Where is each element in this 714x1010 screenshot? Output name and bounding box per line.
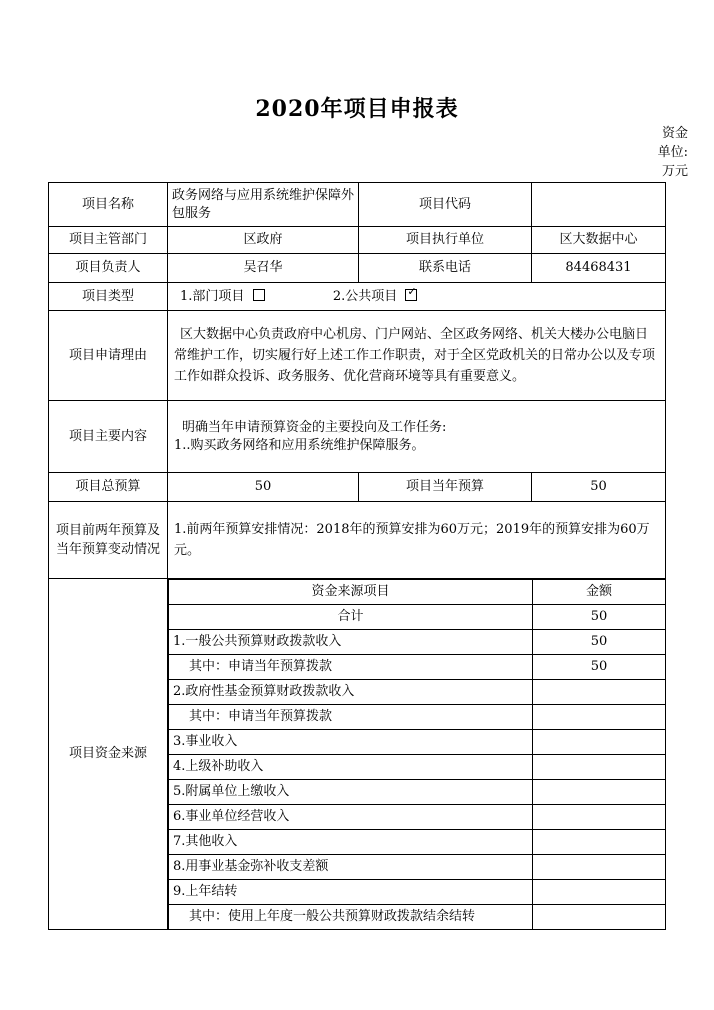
phone-value: 84468431	[532, 254, 666, 283]
page-title: 2020年项目申报表	[255, 96, 459, 122]
project-code-label: 项目代码	[359, 183, 532, 227]
fund-source-label: 7.其他收入	[169, 830, 533, 855]
project-name-label: 项目名称	[49, 183, 168, 227]
funds-header-amount: 金额	[533, 580, 666, 605]
project-name-value: 政务网络与应用系统维护保障外包服务	[168, 183, 359, 227]
row-owner	[49, 254, 666, 283]
exec-unit-label: 项目执行单位	[359, 227, 532, 254]
reason-label: 项目申请理由	[49, 311, 168, 401]
total-budget-label: 项目总预算	[49, 473, 168, 502]
fund-source-label: 5.附属单位上缴收入	[169, 780, 533, 805]
funds-label: 项目资金来源	[49, 579, 168, 930]
unit-line-3: 万元	[661, 164, 688, 179]
row-reason	[49, 311, 666, 401]
content-line-2: 1..购买政务网络和应用系统维护保障服务。	[174, 437, 425, 453]
fund-source-label: 其中：申请当年预算拨款	[169, 705, 533, 730]
fund-source-label: 8.用事业基金弥补收支差额	[169, 855, 533, 880]
fund-amount: 50	[533, 655, 666, 680]
fund-amount	[533, 855, 666, 880]
fund-amount	[533, 730, 666, 755]
row-project-name	[49, 183, 666, 227]
checkbox-empty-icon[interactable]	[253, 289, 265, 301]
row-department	[49, 227, 666, 254]
fund-amount: 50	[533, 630, 666, 655]
change-value: 1.前两年预算安排情况：2018年的预算安排为60万元；2019年的预算安排为60万元。	[168, 502, 666, 579]
owner-value: 吴召华	[168, 254, 359, 283]
content-line-1: 明确当年申请预算资金的主要投向及工作任务:	[182, 419, 447, 435]
table-row	[169, 680, 666, 705]
dept-label: 项目主管部门	[49, 227, 168, 254]
fund-amount	[533, 680, 666, 705]
dept-value: 区政府	[168, 227, 359, 254]
fund-amount	[533, 805, 666, 830]
table-row	[169, 630, 666, 655]
funds-body	[169, 580, 666, 930]
change-label: 项目前两年预算及当年预算变动情况	[49, 502, 168, 579]
fund-amount	[533, 705, 666, 730]
unit-line-1: 资金	[661, 126, 688, 141]
phone-label: 联系电话	[359, 254, 532, 283]
row-budget-change	[49, 502, 666, 579]
unit-note	[624, 124, 688, 181]
funds-header-source: 资金来源项目	[169, 580, 533, 605]
funds-header	[169, 580, 666, 605]
table-row	[169, 605, 666, 630]
row-project-type	[49, 283, 666, 311]
type-option-department: 1.部门项目	[180, 288, 245, 304]
fund-source-label: 其中：申请当年预算拨款	[169, 655, 533, 680]
fund-amount	[533, 905, 666, 930]
fund-amount	[533, 880, 666, 905]
row-content	[49, 401, 666, 473]
table-row	[169, 805, 666, 830]
checkbox-checked-icon[interactable]: ✓	[405, 289, 417, 301]
table-row	[169, 730, 666, 755]
content-label: 项目主要内容	[49, 401, 168, 473]
application-form-table	[48, 182, 666, 930]
row-fund-sources	[49, 579, 666, 930]
year-budget-value: 50	[532, 473, 666, 502]
type-label: 项目类型	[49, 283, 168, 311]
fund-source-label: 6.事业单位经营收入	[169, 805, 533, 830]
unit-line-2: 单位:	[657, 145, 688, 160]
type-options	[168, 283, 666, 311]
reason-value: 区大数据中心负责政府中心机房、门户网站、全区政务网络、机关大楼办公电脑日常维护工作，切实履行好上述工作工作职责，对于全区党政机关的日常办公以及专项工作如群众投诉、政务服务、优化营商环境等具有重要意义。	[168, 311, 666, 401]
funds-table-cell	[168, 579, 666, 930]
type-option-public: 2.公共项目	[332, 288, 398, 304]
table-row	[169, 755, 666, 780]
table-row	[169, 880, 666, 905]
exec-unit-value: 区大数据中心	[532, 227, 666, 254]
fund-amount: 50	[533, 605, 666, 630]
fund-source-label: 3.事业收入	[169, 730, 533, 755]
year-budget-label: 项目当年预算	[359, 473, 532, 502]
table-row	[169, 905, 666, 930]
content-value	[168, 401, 666, 473]
fund-source-label: 其中：使用上年度一般公共预算财政拨款结余结转	[169, 905, 533, 930]
table-row	[169, 855, 666, 880]
row-budget	[49, 473, 666, 502]
fund-source-label: 9.上年结转	[169, 880, 533, 905]
project-code-value	[532, 183, 666, 227]
total-budget-value: 50	[168, 473, 359, 502]
fund-source-label: 2.政府性基金预算财政拨款收入	[169, 680, 533, 705]
fund-amount	[533, 780, 666, 805]
table-row	[169, 705, 666, 730]
table-row	[169, 780, 666, 805]
table-row	[169, 830, 666, 855]
fund-source-label: 1.一般公共预算财政拨款收入	[169, 630, 533, 655]
funds-table	[168, 579, 666, 929]
owner-label: 项目负责人	[49, 254, 168, 283]
fund-source-label: 合计	[169, 605, 533, 630]
fund-source-label: 4.上级补助收入	[169, 755, 533, 780]
table-row	[169, 655, 666, 680]
fund-amount	[533, 830, 666, 855]
fund-amount	[533, 755, 666, 780]
